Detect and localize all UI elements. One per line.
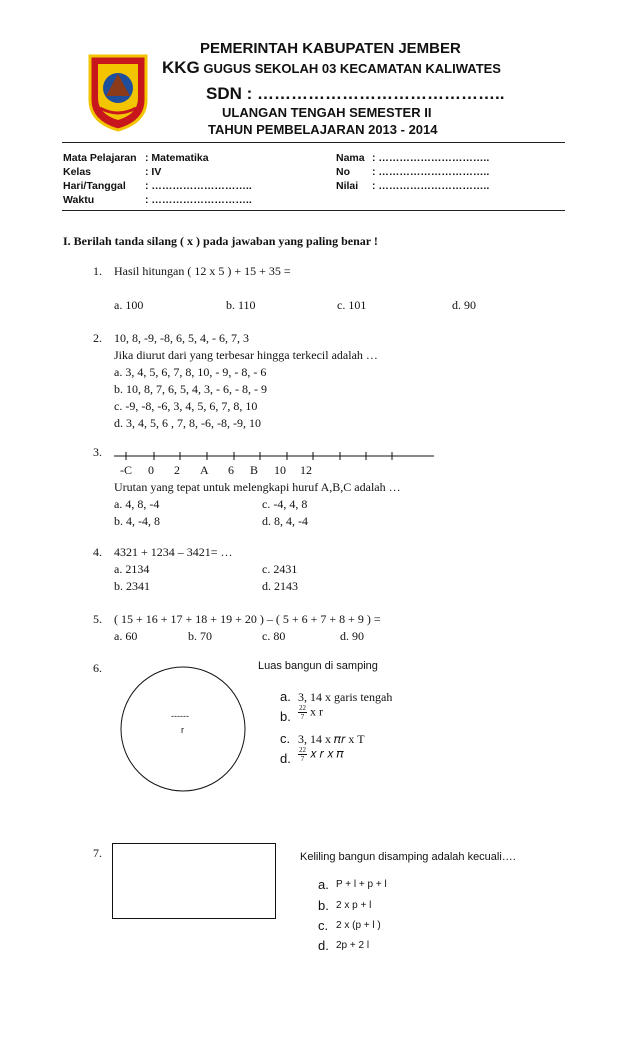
q7-option-b[interactable]: 2 x p + l: [336, 900, 372, 911]
q2-option-b[interactable]: b. 10, 8, 7, 6, 5, 4, 3, - 6, - 8, - 9: [114, 382, 267, 396]
q3-text: Urutan yang tepat untuk melengkapi huruf A,B,C adalah …: [114, 480, 401, 494]
header-rule-bottom: [62, 210, 565, 211]
q3-option-b[interactable]: b. 4, -4, 8: [114, 514, 160, 528]
number-line: [112, 448, 438, 462]
q5-text: ( 15 + 16 + 17 + 18 + 19 + 20 ) – ( 5 + 6 + 7 + 8 + 9 ) =: [114, 612, 381, 626]
q3-option-c[interactable]: c. -4, 4, 8: [262, 497, 308, 511]
header-rule-top: [62, 142, 565, 143]
exam-title: ULANGAN TENGAH SEMESTER II: [222, 105, 432, 120]
q1-number: 1.: [93, 264, 102, 278]
q5-option-b[interactable]: b. 70: [188, 629, 212, 643]
logo: [86, 52, 150, 132]
q3-option-a[interactable]: a. 4, 8, -4: [114, 497, 160, 511]
number-line-label: A: [200, 463, 209, 477]
info-row: Kelas : IV: [63, 166, 162, 178]
q3-option-d[interactable]: d. 8, 4, -4: [262, 514, 308, 528]
number-line-label: -C: [120, 463, 132, 477]
q2-option-c[interactable]: c. -9, -8, -6, 3, 4, 5, 6, 7, 8, 10: [114, 399, 258, 413]
info-row: Nama : …………………………..: [336, 152, 490, 164]
info-right: [336, 151, 489, 193]
number-line-label: 12: [300, 463, 312, 477]
fraction: $\frac{22}{7}$: [299, 746, 306, 763]
q7-number: 7.: [93, 846, 102, 860]
q1-option-a[interactable]: a. 100: [114, 298, 144, 312]
q7-option-b-letter: b.: [318, 898, 329, 913]
q7-option-a[interactable]: P + l + p + l: [336, 879, 387, 890]
number-line-label: 6: [228, 463, 234, 477]
radius-line: ------: [171, 711, 189, 721]
q5-option-c[interactable]: c. 80: [262, 629, 286, 643]
info-left: [63, 151, 252, 207]
q4-option-d[interactable]: d. 2143: [262, 579, 298, 593]
section-title: I. Berilah tanda silang ( x ) pada jawaban yang paling benar !: [63, 234, 378, 248]
q5-number: 5.: [93, 612, 102, 626]
number-line-label: B: [250, 463, 259, 477]
number-line-label: 0: [148, 463, 154, 477]
q5-option-a[interactable]: a. 60: [114, 629, 138, 643]
q2-text-2: Jika diurut dari yang terbesar hingga terkecil adalah …: [114, 348, 378, 362]
q2-number: 2.: [93, 331, 102, 345]
q2-option-d[interactable]: d. 3, 4, 5, 6 , 7, 8, -6, -8, -9, 10: [114, 416, 261, 430]
q4-option-b[interactable]: b. 2341: [114, 579, 150, 593]
q6-option-d-letter: d.: [280, 751, 291, 766]
q5-option-d[interactable]: d. 90: [340, 629, 364, 643]
number-line-label: 2: [174, 463, 180, 477]
q2-text: 10, 8, -9, -8, 6, 5, 4, - 6, 7, 3: [114, 331, 249, 345]
q7-option-d[interactable]: 2p + 2 l: [336, 940, 370, 951]
q3-number: 3.: [93, 445, 102, 459]
q7-option-c-letter: c.: [318, 918, 329, 933]
q6-option-b[interactable]: $\frac{22}{7}$ x r: [299, 704, 323, 721]
q6-option-d[interactable]: $\frac{22}{7}$ 𝑥 𝑟 𝑥 𝜋: [299, 746, 344, 763]
header-line-2: [162, 58, 501, 78]
q7-option-c[interactable]: 2 x (p + l ): [336, 920, 381, 931]
q6-option-a-letter: a.: [280, 689, 291, 704]
q7-option-a-letter: a.: [318, 877, 329, 892]
info-row: No : …………………………..: [336, 166, 490, 178]
q6-option-a[interactable]: 3, 14 x garis tengah: [298, 690, 393, 704]
q6-option-c[interactable]: 3, 14 x 𝜋𝑟 x T: [298, 732, 365, 746]
q1-option-b[interactable]: b. 110: [226, 298, 256, 312]
q6-option-c-letter: c.: [280, 731, 291, 746]
info-row: Hari/Tanggal : ………………………..: [63, 180, 252, 192]
q2-option-a[interactable]: a. 3, 4, 5, 6, 7, 8, 10, - 9, - 8, - 6: [114, 365, 267, 379]
info-row: Mata Pelajaran : Matematika: [63, 152, 209, 164]
school-name-field: SDN : ……………………………………..: [206, 84, 505, 103]
q6-option-b-letter: b.: [280, 709, 291, 724]
radius-label: r: [181, 725, 184, 735]
rectangle-figure: [112, 843, 276, 919]
q4-option-a[interactable]: a. 2134: [114, 562, 150, 576]
q1-text: Hasil hitungan ( 12 x 5 ) + 15 + 35 =: [114, 264, 291, 278]
q4-option-c[interactable]: c. 2431: [262, 562, 298, 576]
info-row: Nilai : …………………………..: [336, 180, 490, 192]
kkg-label: KKG: [162, 58, 200, 77]
q1-option-c[interactable]: c. 101: [337, 298, 367, 312]
gugus-label: GUGUS SEKOLAH 03 KECAMATAN KALIWATES: [203, 61, 501, 76]
q6-number: 6.: [93, 661, 102, 675]
header-line-1: PEMERINTAH KABUPATEN JEMBER: [200, 40, 461, 57]
q7-caption: Keliling bangun disamping adalah kecuali….: [300, 851, 516, 863]
q6-caption: Luas bangun di samping: [258, 660, 378, 672]
academic-year: TAHUN PEMBELAJARAN 2013 - 2014: [208, 122, 438, 137]
info-row: Waktu : ………………………..: [63, 194, 252, 206]
q1-option-d[interactable]: d. 90: [452, 298, 476, 312]
q7-option-d-letter: d.: [318, 938, 329, 953]
number-line-label: 10: [274, 463, 286, 477]
q4-number: 4.: [93, 545, 102, 559]
fraction: $\frac{22}{7}$: [299, 704, 306, 721]
q4-text: 4321 + 1234 – 3421= …: [114, 545, 233, 559]
